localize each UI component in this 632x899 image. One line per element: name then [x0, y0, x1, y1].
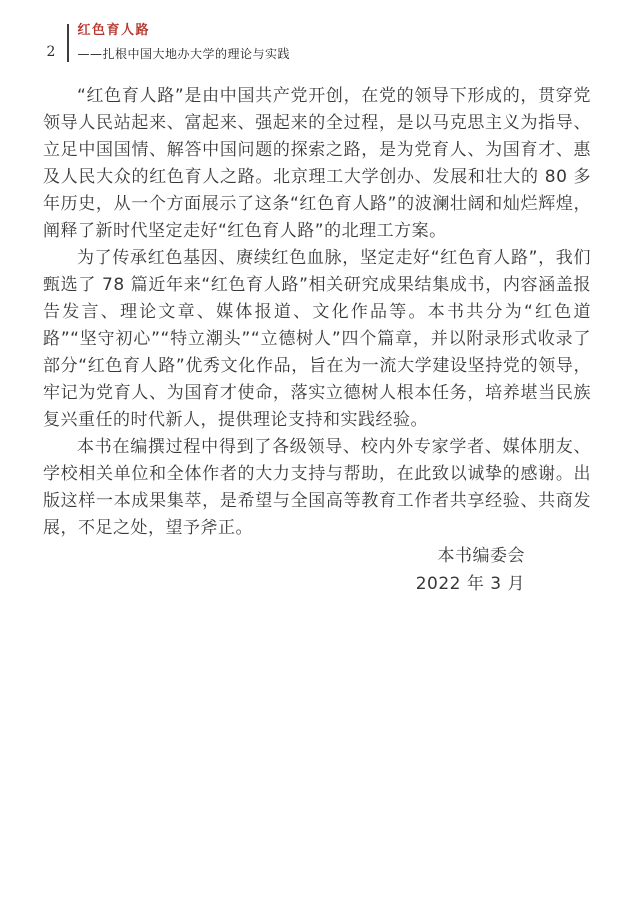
preface-text — [43, 83, 591, 598]
book-title: 红色育人路 — [77, 23, 151, 38]
book-subtitle: ——扎根中国大地办大学的理论与实践 — [77, 47, 291, 61]
page-number: 2 — [46, 44, 56, 60]
running-header — [38, 23, 290, 62]
header-titles — [78, 23, 291, 62]
signature-block — [43, 542, 591, 598]
preface-paragraph-3: 本书在编撰过程中得到了各级领导、校内外专家学者、媒体朋友、学校相关单位和全体作者的大力支持与帮助，在此致以诚挚的感谢。出版这样一本成果集萃，是希望与全国高等教育工作者共享经验、共商发展，不足之处，望予斧正。 — [43, 437, 591, 538]
header-divider — [67, 24, 69, 62]
preface-paragraph-2: 为了传承红色基因、赓续红色血脉，坚定走好“红色育人路”，我们甄选了 78 篇近年来“红色育人路”相关研究成果结集成书，内容涵盖报告发言、理论文章、媒体报道、文化作品等。本书共分为“红色道路”“坚守初心”“特立潮头”“立德树人”四个篇章，并以附录形式收录了部分“红色育人路”优秀文化作品，旨在为一流大学建设坚持党的领导，牢记为党育人、为国育才使命，落实立德树人根本任务，培养堪当民族复兴重任的时代新人，提供理论支持和实践经验。 — [43, 248, 591, 430]
preface-paragraph-1: “红色育人路”是由中国共产党开创，在党的领导下形成的，贯穿党领导人民站起来、富起来、强起来的全过程，是以马克思主义为指导、立足中国国情、解答中国问题的探索之路，是为党育人、为国育才、惠及人民大众的红色育人之路。北京理工大学创办、发展和壮大的 80 多年历史，从一个方面展示了这条“红色育人路”的波澜壮阔和灿烂辉煌，阐释了新时代坚定走好“红色育人路”的北理工方案。 — [43, 86, 591, 241]
signature-date: 2022 年 3 月 — [415, 574, 525, 594]
signature-committee: 本书编委会 — [437, 546, 525, 566]
